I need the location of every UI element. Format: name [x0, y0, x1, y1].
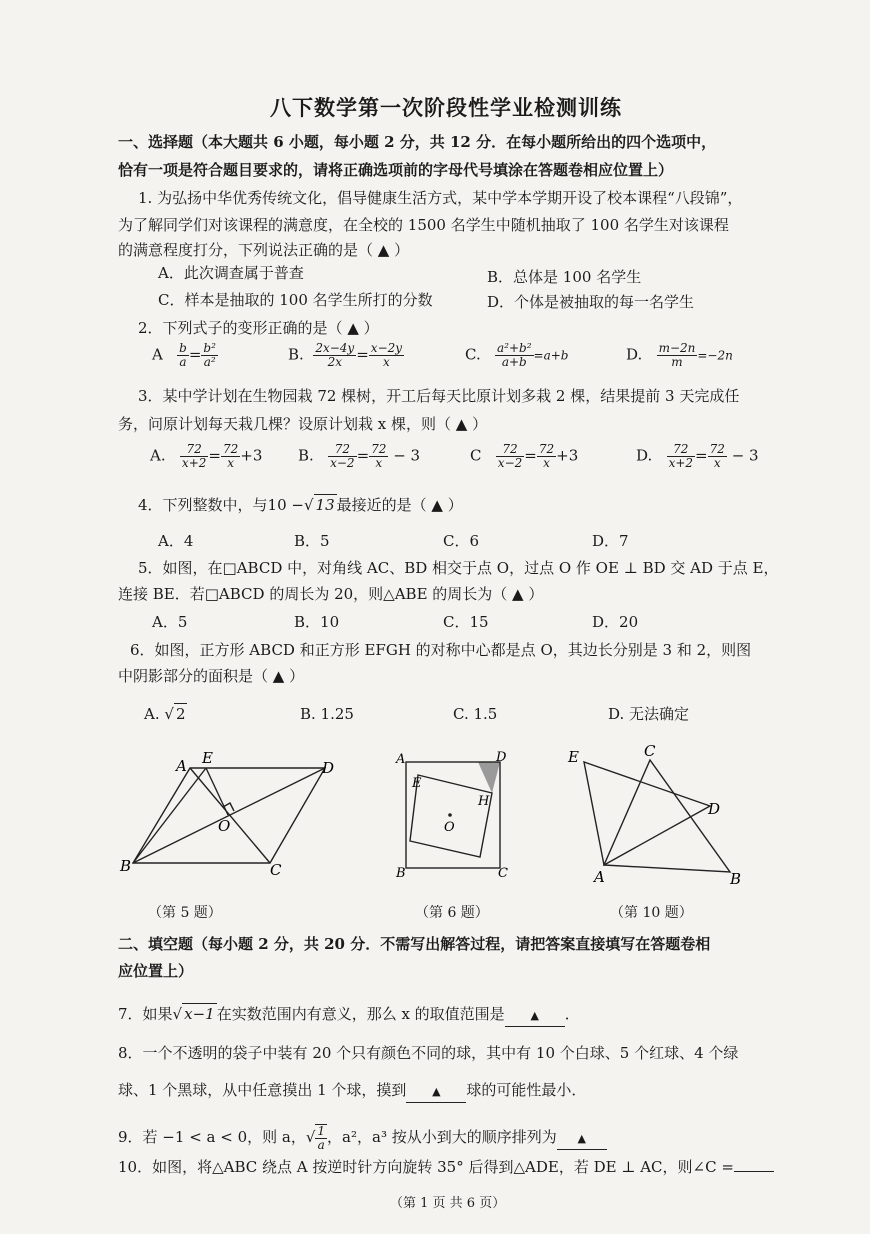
fraction: $\frac{72}{x+2}$ [668, 442, 694, 470]
option-label: A. [144, 705, 160, 723]
shaded-region [478, 762, 500, 793]
section2-heading: 二、填空题（每小题 2 分，共 20 分．不需写出解答过程，请把答案直接填写在答题卷相 [118, 935, 711, 953]
q7-answer-blank[interactable] [505, 1004, 565, 1027]
q8-post: 球的可能性最小． [466, 1081, 587, 1099]
q3-option-a: A. $\frac{72}{x+2}$ = $\frac{72}{x}$ +3 [150, 442, 263, 470]
section1-heading: 一、选择题（本大题共 6 小题，每小题 2 分，共 12 分．在每小题所给出的四个选项中， [118, 133, 717, 151]
q7-radicand: x−1 [184, 1005, 215, 1023]
fraction: $\frac{x-2y}{x}$ [370, 341, 403, 369]
q4-post: 最接近的是（ ▲ ） [336, 496, 463, 514]
label-c: C [498, 866, 508, 881]
q5-option-b: B．10 [294, 613, 340, 631]
q6-option-d: D. 无法确定 [608, 705, 690, 723]
q1-line3: 的满意程度打分，下列说法正确的是（ ▲ ） [118, 241, 410, 259]
label-c: C [644, 742, 656, 760]
q4-option-d: D．7 [592, 532, 629, 550]
q3-line2: 务，问原计划每天栽几棵？设原计划栽 x 棵，则（ ▲ ） [118, 415, 488, 433]
fraction: $\frac{1}{a}$ [317, 1124, 326, 1152]
q5-option-c: C．15 [443, 613, 489, 631]
triangle-marker: ▲ [577, 1132, 586, 1145]
triangle-marker: ▲ [530, 1009, 539, 1022]
label-e: E [568, 748, 579, 766]
q3-line1: 3．某中学计划在生物园栽 72 棵树，开工后每天比原计划多栽 2 棵，结果提前 3 天完成任 [138, 387, 740, 405]
label-c: C [270, 861, 282, 879]
q2-option-c: C. $\frac{\text{a²+b²}}{a+b}$ =a+b [465, 341, 569, 369]
q8-pre: 球、1 个黑球，从中任意摸出 1 个球，摸到 [118, 1081, 407, 1099]
q2-option-b: B. $\frac{2x-4y}{2x}$ = $\frac{x-2y}{x}$ [288, 341, 403, 369]
q9-post: ，a²，a³ 按从小到大的顺序排列为 [327, 1128, 557, 1146]
q7-stem: 7．如果√ x−1 在实数范围内有意义，那么 x 的取值范围是 ▲ ． [118, 1003, 580, 1027]
page-footer: （第 1 页 共 6 页） [390, 1196, 506, 1211]
q6-option-c: C. 1.5 [453, 705, 498, 723]
label-d: D [708, 800, 721, 818]
q3-option-b: B. $\frac{72}{x-2}$ = $\frac{72}{x}$ − 3 [298, 442, 421, 470]
q4-option-a: A．4 [158, 532, 194, 550]
fraction: $\frac{72}{x}$ [709, 442, 725, 470]
fraction: $\frac{72}{x}$ [371, 442, 387, 470]
q7-pre: 7．如果 [118, 1005, 173, 1023]
option-label: D. [636, 446, 653, 465]
q10-answer-blank[interactable] [734, 1171, 774, 1172]
fraction: $\frac{72}{x}$ [538, 442, 555, 470]
q5-option-a: A．5 [152, 613, 188, 631]
label-o: O [218, 817, 231, 835]
q5-option-d: D．20 [592, 613, 639, 631]
fraction: $\frac{\text{a²+b²}}{a+b}$ [497, 341, 532, 369]
label-h: H [478, 794, 490, 809]
q6-line1: 6．如图，正方形 ABCD 和正方形 EFGH 的对称中心都是点 O，其边长分别是 3 和 2，则图 [130, 641, 752, 659]
q4-expr: 10 − [267, 496, 304, 514]
center-point-o [448, 813, 452, 817]
q6-option-a: A. √ 2 [144, 705, 186, 723]
fraction: $\frac{\text{b²}}{\text{a²}}$ [203, 341, 216, 369]
label-b: B [120, 857, 132, 875]
segment-be [133, 768, 206, 863]
q1-option-a: A．此次调查属于普查 [158, 264, 304, 282]
q1-line2: 为了解同学们对该课程的满意度，在全校的 1500 名学生中随机抽取了 100 名学生对该课程 [118, 216, 729, 234]
q1-option-c: C．样本是抽取的 100 名学生所打的分数 [158, 291, 433, 309]
q5-line2: 连接 BE．若□ABCD 的周长为 20，则△ABE 的周长为（ ▲ ） [118, 585, 544, 603]
section2-instructions: 应位置上） [118, 962, 194, 980]
label-d: D [496, 750, 507, 765]
q4-option-c: C．6 [443, 532, 480, 550]
q3-option-d: D. $\frac{72}{x+2}$ = $\frac{72}{x}$ − 3 [636, 442, 759, 470]
option-label: C [470, 446, 482, 465]
caption-figure-5: （第 5 题） [148, 905, 222, 921]
label-a: A [396, 752, 406, 767]
q9-stem: 9．若 −1 < a < 0，则 a，√ $\frac{1}{a}$ ，a²，a³ 按从小到大的顺序排列为 ▲ [118, 1124, 607, 1152]
caption-figure-6: （第 6 题） [415, 905, 489, 921]
label-o: O [444, 820, 455, 835]
fraction: $\frac{72}{x-2}$ [497, 442, 523, 470]
q1-line1: 1. 为弘扬中华优秀传统文化，倡导健康生活方式，某中学本学期开设了校本课程“八段锦”， [138, 189, 743, 207]
q3-option-c: C $\frac{72}{x-2}$ = $\frac{72}{x}$ +3 [470, 442, 579, 470]
q6-radicand: 2 [175, 705, 186, 723]
fraction: $\frac{b}{a}$ [179, 341, 187, 369]
q4-option-b: B．5 [294, 532, 330, 550]
q2-option-a: A $\frac{b}{a}$ = $\frac{\text{b²}}{\text{a²}}$ [152, 341, 216, 369]
option-label: B. [298, 446, 314, 465]
q2-stem: 2．下列式子的变形正确的是（ ▲ ） [138, 319, 379, 337]
fraction: $\frac{72}{x-2}$ [330, 442, 355, 470]
option-label: C. [465, 345, 481, 364]
q7-post: 在实数范围内有意义，那么 x 的取值范围是 [216, 1005, 505, 1023]
triangle-ade [584, 762, 710, 865]
label-a: A [176, 757, 187, 775]
option-label: B. [288, 345, 304, 364]
label-e: E [412, 776, 422, 791]
section1-instructions: 恰有一项是符合题目要求的，请将正确选项前的字母代号填涂在答题卷相应位置上） [118, 161, 674, 179]
q2-option-d: D. $\frac{m-2n}{m}$ =−2n [626, 341, 733, 369]
q6-line2: 中阴影部分的面积是（ ▲ ） [118, 667, 305, 685]
triangle-marker: ▲ [432, 1085, 441, 1098]
q4-radicand: 13 [315, 496, 335, 514]
q9-pre: 9．若 −1 < a < 0，则 a， [118, 1128, 306, 1146]
page-title: 八下数学第一次阶段性学业检测训练 [270, 95, 622, 120]
figure-6 [388, 745, 518, 885]
label-d: D [322, 759, 335, 777]
figure-10 [560, 740, 760, 890]
option-label: D. [626, 345, 643, 364]
q10-text: 10．如图，将△ABC 绕点 A 按逆时针方向旋转 35° 后得到△ADE，若 DE ⊥ AC，则∠C = [118, 1158, 734, 1176]
q4-stem: 4．下列整数中，与10 −√ 13 最接近的是（ ▲ ） [138, 496, 463, 514]
q1-option-b: B．总体是 100 名学生 [487, 268, 642, 286]
option-label: A. [150, 446, 166, 465]
q7-end: ． [564, 1005, 580, 1023]
label-b: B [730, 870, 742, 888]
q9-answer-blank[interactable] [557, 1127, 607, 1150]
q6-option-b: B. 1.25 [300, 705, 354, 723]
label-b: B [396, 866, 406, 881]
q5-line1: 5．如图，在□ABCD 中，对角线 AC、BD 相交于点 O，过点 O 作 OE ⊥ BD 交 AD 于点 E， [138, 559, 779, 577]
fraction: $\frac{m-2n}{m}$ [658, 341, 696, 369]
q10-stem [118, 1157, 774, 1177]
label-e: E [202, 749, 213, 767]
q8-line2 [118, 1080, 586, 1103]
q4-pre: 4．下列整数中，与 [138, 496, 268, 514]
figure-5 [110, 745, 350, 885]
q1-option-d: D．个体是被抽取的每一名学生 [487, 293, 695, 311]
fraction: $\frac{72}{x}$ [222, 442, 239, 470]
q8-answer-blank[interactable] [406, 1080, 466, 1103]
label-a: A [594, 868, 605, 886]
q8-line1: 8．一个不透明的袋子中装有 20 个只有颜色不同的球，其中有 10 个白球、5 个红球、4 个绿 [118, 1044, 739, 1062]
fraction: $\frac{72}{x+2}$ [181, 442, 207, 470]
caption-figure-10: （第 10 题） [610, 905, 693, 921]
fraction: $\frac{2x-4y}{2x}$ [315, 341, 355, 369]
option-label: A [152, 345, 163, 364]
